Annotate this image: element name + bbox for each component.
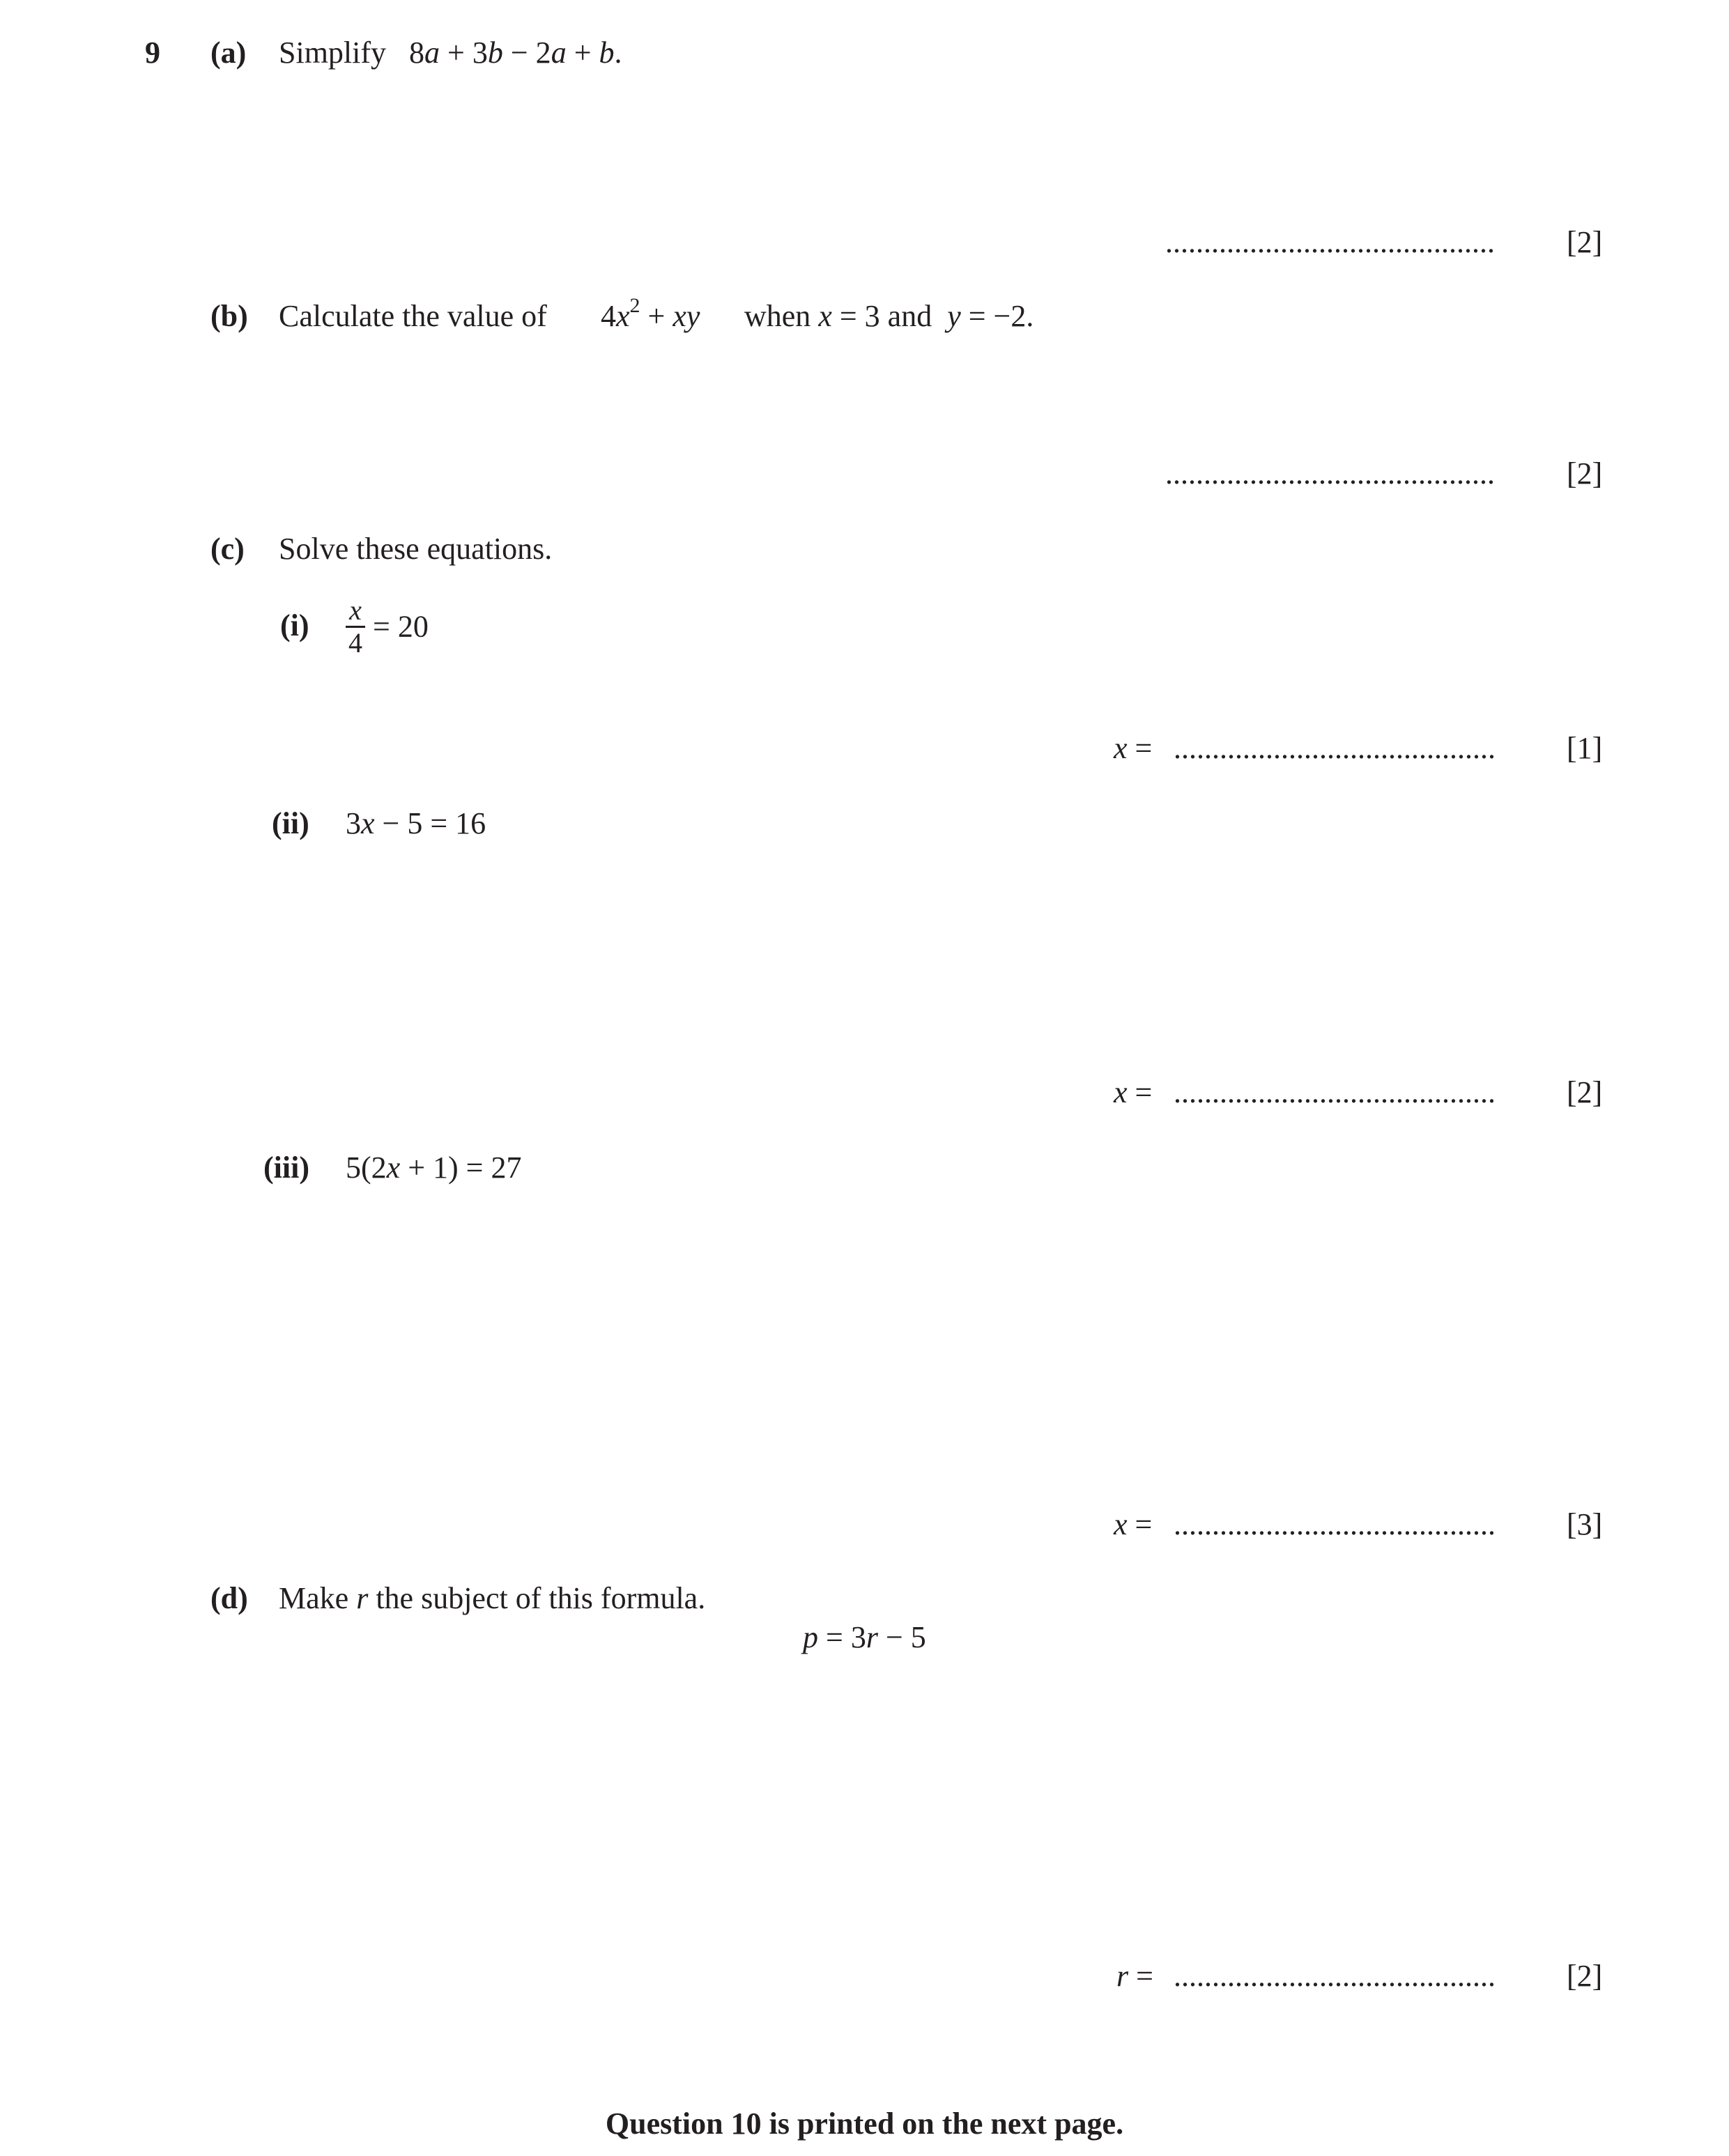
part-c-iii-answer-prefix: x = [1114,1507,1153,1541]
part-c-i-equation: $\frac{x}{4}$ = 20 [346,596,429,657]
part-b-expression: $4x^2$ + xy [601,294,700,333]
part-d-label: (d) [210,1581,248,1615]
part-d-marks: [2] [1567,1959,1603,1993]
part-c-iii-answer-line[interactable]: .......................................... [1174,1507,1496,1541]
part-c-i-label: (i) [280,608,309,642]
part-b-marks: [2] [1567,456,1603,491]
part-c-label: (c) [210,532,245,566]
part-b-condition: when x = 3 and y = −2. [744,299,1034,333]
part-d-text: Make r the subject of this formula. [279,1581,706,1615]
part-a-answer-line[interactable]: ........................................... [1165,225,1495,259]
part-b-text: Calculate the value of [279,299,547,333]
part-a-marks: [2] [1567,225,1603,259]
part-c-iii-marks: [3] [1567,1507,1603,1541]
part-c-i-answer-line[interactable]: .......................................... [1174,731,1496,765]
part-b-label: (b) [210,299,248,333]
part-a-expression: 8a + 3b − 2a + b. [409,36,622,70]
part-d-answer-prefix: r = [1116,1959,1153,1993]
part-d-formula: p = 3r − 5 [803,1620,926,1654]
part-c-i-marks: [1] [1567,731,1603,765]
part-c-ii-answer-line[interactable]: .......................................... [1174,1075,1496,1109]
part-c-i-answer-prefix: x = [1114,731,1153,765]
part-a-text: Simplify [279,36,387,70]
part-c-iii-equation: 5(2x + 1) = 27 [346,1150,522,1185]
part-c-ii-label: (ii) [272,806,309,840]
part-c-text: Solve these equations. [279,532,553,566]
part-c-ii-answer-prefix: x = [1114,1075,1153,1109]
part-d-answer-line[interactable]: .......................................... [1174,1959,1496,1993]
footer-note: Question 10 is printed on the next page. [605,2107,1124,2141]
part-b-answer-line[interactable]: ........................................... [1165,456,1495,491]
fraction-x-over-4: $\frac{x}{4}$ [346,596,365,657]
part-c-iii-label: (iii) [263,1150,309,1185]
part-a-label: (a) [210,36,247,70]
part-c-ii-marks: [2] [1567,1075,1603,1109]
question-number: 9 [145,36,160,70]
part-c-ii-equation: 3x − 5 = 16 [346,806,486,840]
part-a-question [279,38,622,68]
